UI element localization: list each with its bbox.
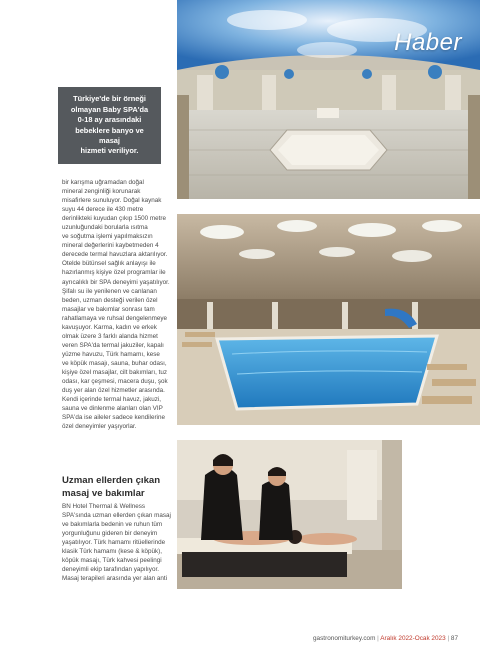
text-line: yaşatılıyor. Türk hamamı ritüellerinde bbox=[62, 539, 166, 547]
subhead-line: masaj ve bakımlar bbox=[62, 487, 145, 499]
text-line: olmak üzere 3 farklı alanda hizmet bbox=[62, 332, 158, 340]
page-number: 87 bbox=[450, 635, 458, 642]
callout-line: bebeklere banyo ve masaj bbox=[75, 125, 144, 145]
text-line: suyu 44 derece ile 430 metre bbox=[62, 206, 144, 214]
section-label: Haber bbox=[394, 29, 462, 56]
text-line: ayrıcalıklı bir SPA deneyimi yaşatılıyor. bbox=[62, 278, 170, 286]
footer-separator: | bbox=[447, 635, 450, 642]
text-line: veren SPA'da termal jakuziler, kapalı bbox=[62, 341, 164, 349]
page-footer bbox=[313, 635, 458, 642]
article-body-2 bbox=[62, 502, 177, 583]
subhead-line: Uzman ellerden çıkan bbox=[62, 475, 161, 486]
text-line: sauna ve dinlenme alanları olan VIP bbox=[62, 405, 163, 413]
text-line: özel deneyimler yaşıyorlar. bbox=[62, 423, 137, 431]
text-line: uzunluğundaki borularla ısıtma bbox=[62, 224, 148, 232]
text-line: Otelde bütünsel sağlık anlayışı ile bbox=[62, 260, 156, 268]
text-line: ve soğutma işlemi yapılmaksızın bbox=[62, 233, 153, 241]
text-line: hazırlanmış kişiye özel programlar ile bbox=[62, 269, 166, 277]
article-body bbox=[62, 178, 172, 431]
text-line: derinlikteki kuyudan çıkıp 1500 metre bbox=[62, 215, 166, 223]
text-line: yüzme havuzu, Türk hamamı, kese bbox=[62, 350, 160, 358]
text-line: ve köpük masajı, sauna, buhar odası, bbox=[62, 359, 167, 367]
text-line: Masaj terapileri arasında yer alan anti bbox=[62, 575, 168, 583]
text-line: kavuşuyor. Karma, kadın ve erkek bbox=[62, 323, 157, 331]
text-line: mineral değerlerini kaybetmeden 4 bbox=[62, 242, 159, 250]
text-line: SPA'da ise aileler sadece kendilerine bbox=[62, 414, 165, 422]
massage-photo bbox=[177, 440, 402, 589]
text-line: bir karışma uğramadan doğal bbox=[62, 179, 144, 186]
text-line: beden, uzman desteği verilen özel bbox=[62, 296, 158, 304]
text-line: köpük masajı, Türk kahvesi peelingi bbox=[62, 557, 162, 565]
text-line: BN Hotel Thermal & Wellness bbox=[62, 503, 146, 510]
text-line: derecede termal havuzlara aktarılıyor. bbox=[62, 251, 168, 259]
text-line: rahatlamaya ve ruhsal dengelenmeye bbox=[62, 314, 168, 322]
issue-date: Aralık 2022-Ocak 2023 bbox=[380, 635, 446, 642]
text-line: Şifalı su ile yenilenen ve canlanan bbox=[62, 287, 157, 295]
callout-line: hizmeti veriliyor. bbox=[80, 146, 139, 156]
text-line: Kendi içerinde termal havuz, jakuzi, bbox=[62, 396, 162, 404]
text-line: odası, kar çeşmesi, macera duşu, şok bbox=[62, 378, 168, 386]
text-line: masajlar ve bakımlar sonrası tam bbox=[62, 305, 155, 313]
callout-line: olmayan Baby SPA'da bbox=[70, 104, 149, 114]
callout-line: Türkiye'de bir örneği bbox=[73, 94, 146, 104]
section-subhead bbox=[62, 475, 172, 500]
text-line: ve bakımlarla bedenin ve ruhun tüm bbox=[62, 521, 163, 529]
text-line: deneyimli ekip tarafından yapılıyor. bbox=[62, 566, 159, 574]
indoor-pool-photo bbox=[177, 214, 480, 425]
text-line: kişiye özel masajlar, cilt bakımları, tuz bbox=[62, 368, 167, 376]
text-line: klasik Türk hamamı (kese & köpük), bbox=[62, 548, 162, 556]
text-line: misafirlere sunuluyor. Doğal kaynak bbox=[62, 197, 162, 205]
site-url: gastronomiturkey.com bbox=[313, 635, 376, 642]
callout-box bbox=[58, 87, 161, 164]
text-line: duş yer alan özel hizmetler arasında. bbox=[62, 387, 165, 395]
text-line: mineral zenginliği korunarak bbox=[62, 188, 141, 196]
footer-separator: | bbox=[377, 635, 379, 642]
text-line: SPA'sında uzman ellerden çıkan masaj bbox=[62, 512, 171, 520]
callout-line: 0-18 ay arasındaki bbox=[77, 115, 142, 125]
text-line: yorgunluğunu gideren bir deneyim bbox=[62, 530, 158, 538]
